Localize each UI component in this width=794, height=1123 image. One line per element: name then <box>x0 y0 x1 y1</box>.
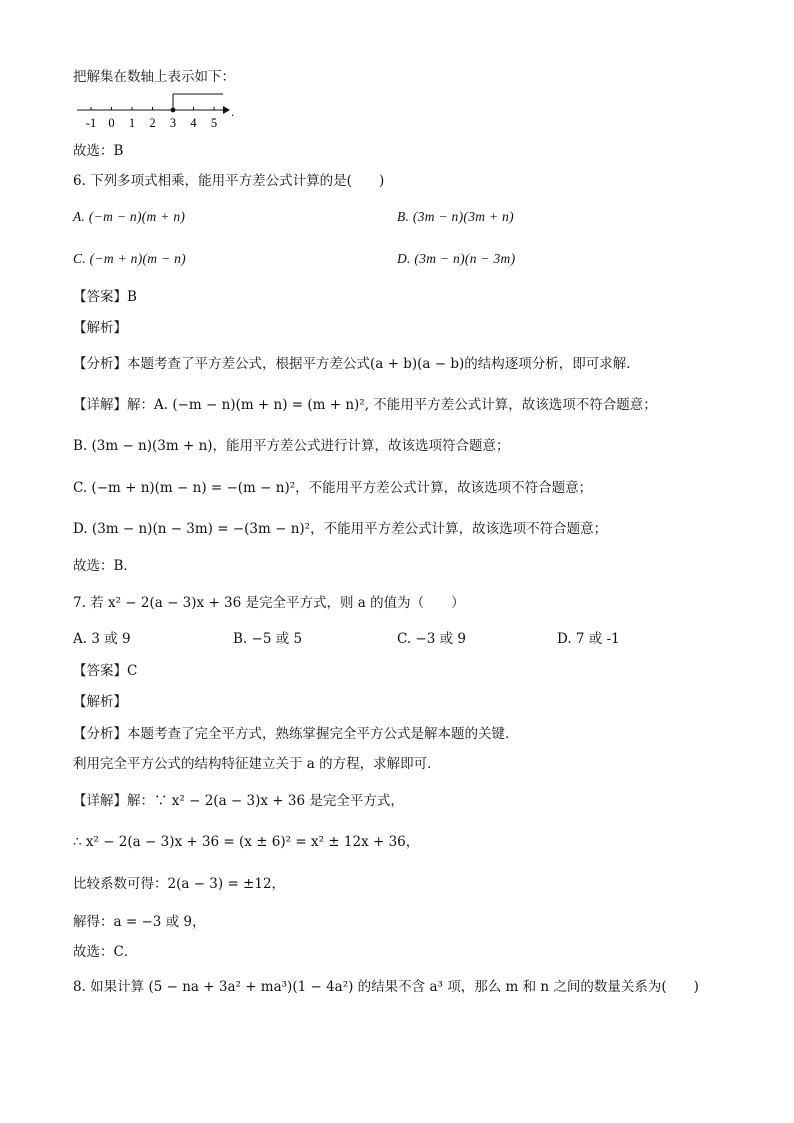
q6-detail-a: 【详解】解：A. (−m − n)(m + n) = (m + n)², 不能用平方差公式计算，故该选项不符合题意； <box>73 397 657 413</box>
q6-detail-c: C. (−m + n)(m − n) = −(m − n)²，不能用平方差公式计算，故该选项不符合题意； <box>73 480 593 496</box>
number-line-label: 0 <box>108 116 115 130</box>
q7-choice: 故选：C． <box>73 944 138 960</box>
question-8: 8. 如果计算 (5 − na + 3a² + ma³)(1 − 4a²) 的结果不含 a³ 项，那么 m 和 n 之间的数量关系为( ) <box>73 979 699 995</box>
q7-analysis-heading: 【解析】 <box>73 694 127 710</box>
q7-detail-2: ∴ x² − 2(a − 3)x + 36 = (x ± 6)² = x² ± 12x + 36， <box>73 834 420 850</box>
q6-option-b: B. (3m − n)(3m + n) <box>397 209 514 224</box>
number-line <box>73 88 243 134</box>
q7-option-a: A. 3 或 9 <box>73 631 131 647</box>
q6-detail-d: D. (3m − n)(n − 3m) = −(3m − n)²，不能用平方差公式计算，故该选项不符合题意； <box>73 521 608 537</box>
q6-option-a: A. (−m − n)(m + n) <box>73 209 186 224</box>
number-line-label: 5 <box>210 116 218 130</box>
q7-analysis-2: 利用完全平方公式的结构特征建立关于 a 的方程，求解即可． <box>73 756 441 772</box>
number-line-label: 1 <box>128 116 136 130</box>
question-7: 7. 若 x² − 2(a − 3)x + 36 是完全平方式，则 a 的值为（ ） <box>73 595 465 611</box>
number-line-label: 2 <box>149 116 156 130</box>
question-6: 6. 下列多项式相乘，能用平方差公式计算的是( ) <box>73 173 385 189</box>
q6-choice: 故选：B． <box>73 558 137 574</box>
q7-analysis-1: 【分析】本题考查了完全平方式，熟练掌握完全平方公式是解本题的关键． <box>73 726 519 742</box>
number-line-arrow <box>223 106 230 114</box>
q6-option-c: C. (−m + n)(m − n) <box>73 251 186 266</box>
q7-option-d: D. 7 或 -1 <box>557 631 620 647</box>
q6-option-d: D. (3m − n)(n − 3m) <box>397 251 516 266</box>
q7-detail-4: 解得：a = −3 或 9， <box>73 914 206 930</box>
number-line-label: -1 <box>85 116 97 130</box>
q6-analysis: 【分析】本题考查了平方差公式，根据平方差公式(a + b)(a − b)的结构逐项分析，即可求解． <box>73 356 640 372</box>
q7-answer: 【答案】C <box>73 663 138 679</box>
q7-detail-1: 【详解】解：∵ x² − 2(a − 3)x + 36 是完全平方式， <box>73 793 404 809</box>
number-line-label: 4 <box>190 116 197 130</box>
number-line-period: . <box>231 104 235 119</box>
intro-line: 把解集在数轴上表示如下： <box>73 69 235 85</box>
q7-option-b: B. −5 或 5 <box>233 631 303 647</box>
choice-line: 故选：B <box>73 143 124 159</box>
q7-option-c: C. −3 或 9 <box>397 631 467 647</box>
q6-analysis-heading: 【解析】 <box>73 320 127 336</box>
q6-detail-b: B. (3m − n)(3m + n)，能用平方差公式进行计算，故该选项符合题意； <box>73 438 510 454</box>
q7-detail-3: 比较系数可得：2(a − 3) = ±12， <box>73 876 286 892</box>
number-line-label: 3 <box>169 116 177 130</box>
q6-answer: 【答案】B <box>73 289 137 305</box>
solution-point <box>171 108 176 113</box>
